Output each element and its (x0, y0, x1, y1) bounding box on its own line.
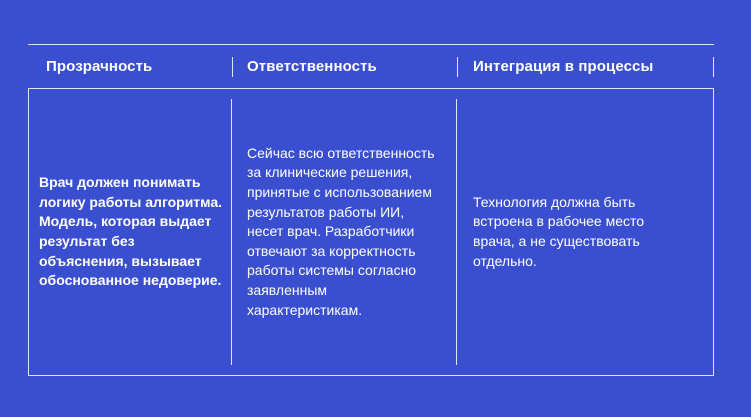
cell-transparency: Врач должен понимать логику работы алгоритма. Модель, которая выдает результат без объяснения, вызывает обоснованное недоверие. (39, 174, 223, 289)
comparison-table (28, 44, 714, 376)
body-divider (456, 99, 457, 365)
header-divider (713, 57, 714, 77)
table-header-row (28, 45, 714, 88)
cell-responsibility: Сейчас всю ответственность за клинические решения, принятые с использованием результатов работы ИИ, несет врач. Разработчики отвечают за корректность работы системы согласно заявленным характеристикам. (247, 144, 435, 318)
table-body (28, 88, 714, 376)
header-divider (232, 57, 233, 77)
cell-integration: Технология должна быть встроена в рабочее место врача, а не существовать отдельно. (473, 193, 645, 269)
header-transparency: Прозрачность (46, 58, 153, 75)
body-divider (231, 99, 232, 365)
header-responsibility: Ответственность (247, 58, 377, 75)
header-divider (457, 57, 458, 77)
header-integration: Интеграция в процессы (473, 58, 654, 75)
